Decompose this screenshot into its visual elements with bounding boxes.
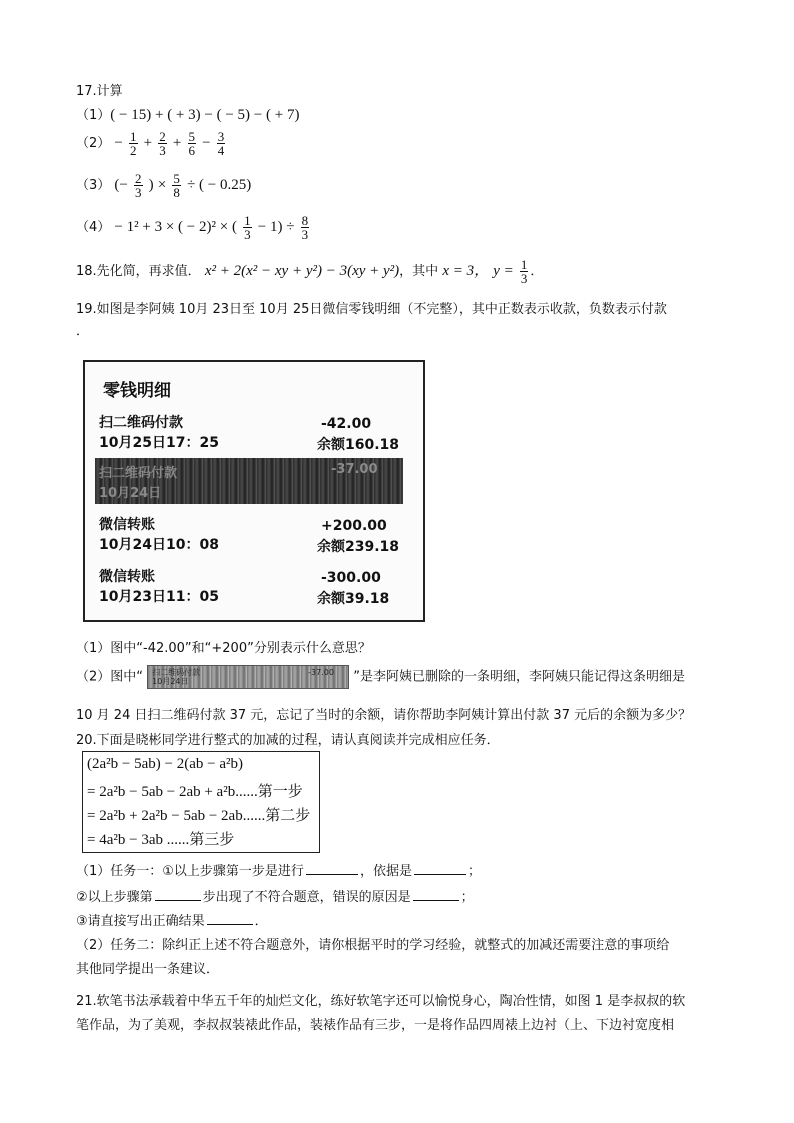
q20-task2-line1: （2）任务二：除纠正上述不符合题意外，请你根据平时的学习经验，就整式的加减还需要注意的事项给	[76, 938, 670, 953]
q18-tail: ，其中	[399, 264, 439, 279]
wallet-row-time: 10月23日11：05	[99, 589, 219, 605]
fraction	[158, 130, 167, 157]
task-text: ；	[467, 864, 481, 879]
q18-line	[76, 258, 543, 285]
q17-part2	[76, 130, 227, 157]
answer-blank[interactable]	[414, 862, 466, 875]
math-sign: +	[143, 135, 153, 151]
wallet-row-balance: 余额39.18	[317, 591, 390, 607]
numerator: 5	[173, 171, 180, 186]
task-text: （1）任务一：①以上步骤第一步是进行	[76, 864, 304, 879]
fraction	[172, 172, 181, 199]
answer-blank[interactable]	[413, 888, 459, 901]
answer-blank[interactable]	[155, 888, 201, 901]
numerator: 8	[301, 213, 309, 228]
math-sign: −	[202, 135, 211, 151]
q19-sub2	[76, 665, 685, 689]
answer-blank[interactable]	[207, 912, 253, 925]
q19-sub2-line2: 10 月 24 日扫二维码付款 37 元，忘记了当时的余额，请你帮助李阿姨计算出付款 37 元后的余额为多少？	[76, 708, 692, 723]
q20-task1-c	[76, 910, 268, 929]
fraction	[520, 258, 529, 285]
q19-sub1: （1）图中“-42.00”和“+200”分别表示什么意思？	[76, 641, 371, 656]
q19-line1: 19.如图是李阿姨 10月 23日至 10月 25日微信零钱明细（不完整），其中正数表示收款，负数表示付款	[76, 302, 667, 317]
numerator: 5	[188, 129, 196, 144]
wallet-row-balance: 余额160.18	[317, 437, 400, 453]
deleted-record-thumbnail	[147, 665, 349, 689]
part-label: （2）	[76, 136, 111, 151]
numerator: 2	[159, 129, 166, 144]
fraction	[188, 130, 197, 157]
q20-task2-line2: 其他同学提出一条建议．	[76, 962, 220, 977]
numerator: 3	[217, 129, 225, 144]
math-paren: (−	[114, 177, 128, 193]
smeared-time: 10月24日	[99, 486, 162, 501]
fraction	[129, 130, 138, 157]
q17-part4	[76, 214, 311, 241]
smeared-amount: -37.00	[331, 462, 378, 477]
task-text: 步出现了不符合题意，错误的原因是	[202, 890, 411, 905]
thumb-time: 10月24日	[152, 677, 189, 686]
denominator: 4	[217, 143, 225, 158]
numerator: 1	[130, 129, 137, 144]
denominator: 3	[159, 143, 166, 158]
q18-end: ．	[530, 264, 544, 279]
fraction	[134, 172, 143, 199]
q18-expression: x² + 2(x² − xy + y²) − 3(xy + y²)	[204, 263, 400, 279]
q20-task1-b	[76, 886, 474, 905]
wallet-row-time: 10月25日17：25	[99, 435, 219, 451]
q17-part3	[76, 172, 251, 199]
math-expression: − 1) ÷	[257, 219, 295, 235]
answer-blank[interactable]	[306, 862, 358, 875]
wallet-title: 零钱明细	[103, 381, 171, 401]
q18-x-condition: x = 3，	[442, 263, 490, 279]
q20-task1-a	[76, 860, 481, 879]
q21-line2: 笔作品，为了美观，李叔叔装裱此作品，装裱作品有三步，一是将作品四周裱上边衬（上、下边衬宽度相	[76, 1018, 675, 1033]
math-sign: ×	[157, 177, 167, 193]
task-text: ②以上步骤第	[76, 890, 153, 905]
math-paren: )	[148, 177, 154, 193]
q18-text: 18.先化简，再求值．	[76, 264, 201, 279]
derivation-step: (2a²b − 5ab) − 2(ab − a²b)	[87, 756, 243, 772]
denominator: 8	[173, 185, 180, 200]
numerator: 1	[520, 257, 528, 272]
numerator: 2	[135, 171, 142, 186]
q20-derivation-box	[82, 751, 320, 853]
math-expression: ÷ ( − 0.25)	[187, 177, 252, 193]
part-label: （1）	[76, 108, 111, 123]
part-label: （3）	[76, 178, 111, 193]
numerator: 1	[244, 213, 251, 228]
wallet-row-amount: +200.00	[321, 518, 387, 534]
q18-y-condition: y =	[493, 263, 514, 279]
wallet-screenshot	[83, 360, 425, 622]
task-text: ．	[254, 914, 268, 929]
q19-line1-end: ．	[76, 324, 90, 339]
wallet-row-label: 微信转账	[99, 517, 155, 533]
task-text: ；	[460, 890, 474, 905]
part-label: （4）	[76, 220, 111, 235]
wallet-row-time: 10月24日10：08	[99, 537, 219, 553]
task-text: ③请直接写出正确结果	[76, 914, 205, 929]
denominator: 6	[188, 143, 196, 158]
q19-sub2-pre: （2）图中“	[76, 669, 144, 685]
fraction	[243, 214, 252, 241]
derivation-step: = 4a²b − 3ab ......第三步	[87, 832, 235, 848]
denominator: 3	[244, 227, 251, 242]
math-expression: − 1² + 3 × ( − 2)² × (	[114, 219, 237, 235]
derivation-step: = 2a²b + 2a²b − 5ab − 2ab......第二步	[87, 808, 311, 824]
thumb-label: 扫二维码付款	[152, 668, 201, 677]
q21-line1: 21.软笔书法承载着中华五千年的灿烂文化，练好软笔字还可以愉悦身心，陶冶性情，如图 1 是李叔叔的软	[76, 994, 686, 1009]
math-expression: ( − 15) + ( + 3) − ( − 5) − ( + 7)	[110, 107, 300, 123]
math-sign: +	[172, 135, 182, 151]
task-text: ，依据是	[359, 864, 412, 879]
wallet-row-amount: -42.00	[321, 416, 372, 432]
q20-line1: 20.下面是晓彬同学进行整式的加减的过程，请认真阅读并完成相应任务．	[76, 733, 500, 748]
denominator: 2	[130, 143, 137, 158]
deleted-record-smear	[95, 458, 403, 504]
smeared-label: 扫二维码付款	[99, 466, 178, 481]
wallet-row-label: 扫二维码付款	[99, 415, 183, 431]
thumb-amount: -37.00	[308, 668, 334, 677]
fraction	[217, 130, 226, 157]
q19-sub2-post: ”是李阿姨已删除的一条明细，李阿姨只能记得这条明细是	[353, 669, 686, 685]
denominator: 3	[520, 271, 528, 286]
q17-part1	[76, 104, 299, 124]
q17-title: 17.计算	[76, 84, 123, 99]
derivation-step: = 2a²b − 5ab − 2ab + a²b......第一步	[87, 784, 303, 800]
denominator: 3	[135, 185, 142, 200]
denominator: 3	[301, 227, 309, 242]
wallet-row-amount: -300.00	[321, 570, 381, 586]
math-sign: −	[114, 135, 123, 151]
fraction	[301, 214, 310, 241]
wallet-row-label: 微信转账	[99, 569, 155, 585]
wallet-row-balance: 余额239.18	[317, 539, 400, 555]
